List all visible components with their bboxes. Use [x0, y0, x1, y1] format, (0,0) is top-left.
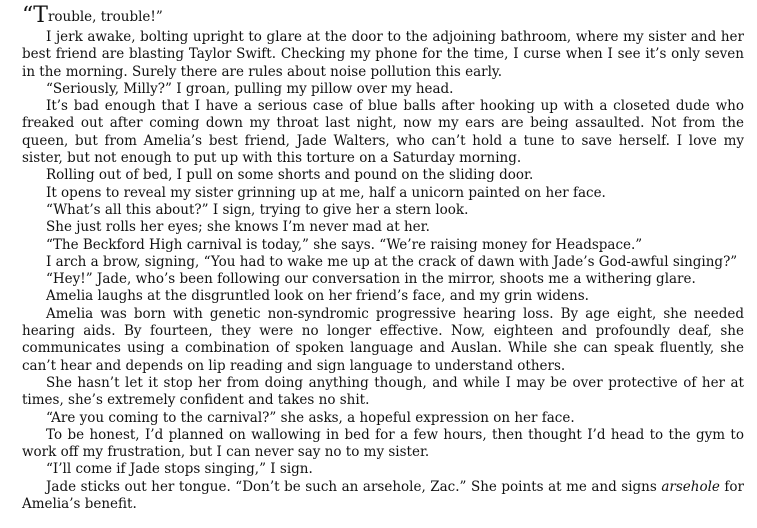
paragraph: I arch a brow, signing, “You had to wake me up at the crack of dawn with Jade’s God-awful singing?” — [46, 253, 738, 270]
last-paragraph — [22, 479, 744, 514]
opening-rest: rouble, trouble!” — [47, 9, 163, 25]
paragraph: She hasn’t let it stop her from doing anything though, and while I may be over protective of her at times, she’s extremely confident and takes no shit. — [22, 374, 744, 409]
paragraph: Amelia laughs at the disgruntled look on her friend’s face, and my grin widens. — [46, 288, 589, 305]
emphasized-word: arsehole — [661, 478, 720, 495]
paragraph: I jerk awake, bolting upright to glare at the door to the adjoining bathroom, where my sister and her best friend are blasting Taylor Swift. Checking my phone for the time, I curse when I see it’s only seven in the morning. Surely there are rules about noise pollution this early. — [22, 29, 744, 80]
last-paragraph-tail: for Amelia’s benefit. — [22, 478, 744, 513]
paragraph: “Are you coming to the carnival?” she asks, a hopeful expression on her face. — [46, 409, 575, 426]
paragraph: Amelia was born with genetic non-syndromic progressive hearing loss. By age eight, she needed hearing aids. By fourteen, they were no longer effective. Now, eighteen and profoundly deaf, she communicates using a combination of spoken language and Auslan. While she can speak fluently, she can’t hear and depends on lip reading and sign language to understand others. — [22, 305, 744, 374]
paragraph: It opens to reveal my sister grinning up at me, half a unicorn painted on her face. — [46, 184, 606, 201]
paragraph: To be honest, I’d planned on wallowing in bed for a few hours, then thought I’d head to the gym to work off my frustration, but I can never say no to my sister. — [22, 426, 744, 461]
paragraph: “What’s all this about?” I sign, trying to give her a stern look. — [46, 201, 469, 218]
paragraph: “The Beckford High carnival is today,” she says. “We’re raising money for Headspace.” — [46, 236, 643, 253]
paragraph: She just rolls her eyes; she knows I’m never mad at her. — [46, 219, 430, 236]
opening-quote-mark: “ — [22, 3, 34, 28]
drop-cap-letter: T — [33, 3, 48, 28]
book-page — [22, 4, 744, 513]
last-paragraph-text: Jade sticks out her tongue. “Don’t be such an arsehole, Zac.” She points at me and signs — [46, 478, 662, 495]
opening-line — [22, 4, 744, 29]
paragraph: “I’ll come if Jade stops singing,” I sign. — [46, 461, 313, 478]
paragraph: “Seriously, Milly?” I groan, pulling my pillow over my head. — [46, 80, 454, 97]
paragraph: Rolling out of bed, I pull on some shorts and pound on the sliding door. — [46, 167, 534, 184]
paragraph: It’s bad enough that I have a serious case of blue balls after hooking up with a closeted dude who freaked out after coming down my throat last night, now my ears are being assaulted. Not from the queen, but from Amelia’s best friend, Jade Walters, who can’t hold a tune to save herself. I love my sister, but not enough to put up with this torture on a Saturday morning. — [22, 98, 744, 167]
paragraph: “Hey!” Jade, who’s been following our conversation in the mirror, shoots me a withering glare. — [46, 271, 696, 288]
